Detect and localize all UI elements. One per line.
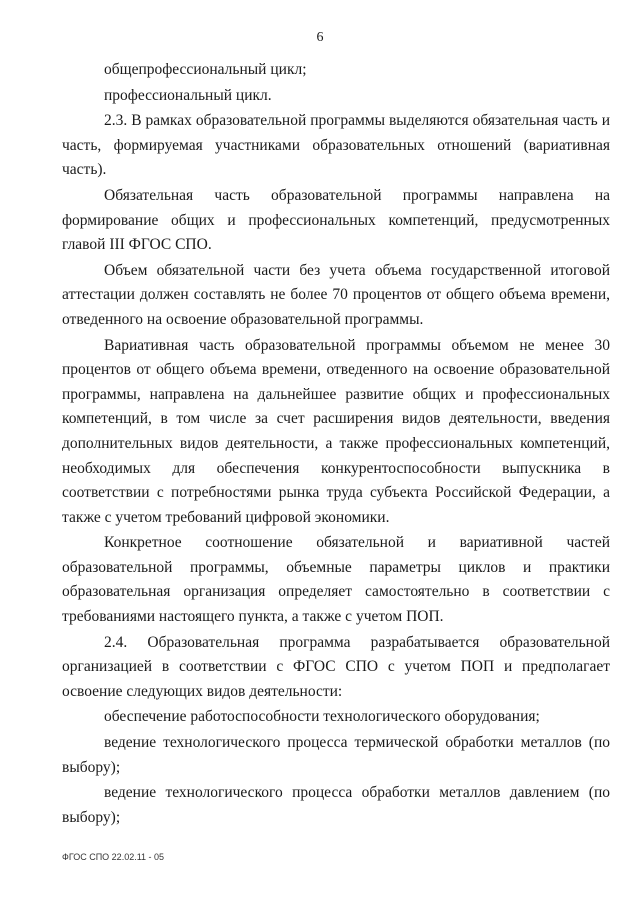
paragraph-mandatory-volume: Объем обязательной части без учета объема государственной итоговой аттестации должен составлять не более 70 процентов от общего объема времени, отведенного на освоение образовательной программы. [62,261,610,328]
paragraph-ratio: Конкретное соотношение обязательной и вариативной частей образовательной программы, объемные параметры циклов и практики образовательная организация определяет самостоятельно в соответствии с требованиями настоящего пункта, а также с учетом ПОП. [62,534,610,626]
paragraph-2-4: 2.4. Образовательная программа разрабатывается образовательной организацией в соответствии с ФГОС СПО с учетом ПОП и предполагает освоение следующих видов деятельности: [62,633,610,700]
paragraph-mandatory-part: Обязательная часть образовательной программы направлена на формирование общих и профессиональных компетенций, предусмотренных главой III ФГОС СПО. [62,186,610,254]
document-body [62,58,610,831]
paragraph-variable-part: Вариативная часть образовательной программы объемом не менее 30 процентов от общего объема времени, отведенного на освоение образовательной программы, направлена на дальнейшее развитие общих и профессиональных компетенций, в том числе за счет расширения видов деятельности, введения дополнительных видов деятельности, а также профессиональных компетенций, необходимых для обеспечения конкурентоспособности выпускника в соответствии с потребностями рынка труда субъекта Российской Федерации, а также с учетом требований цифровой экономики. [62,336,610,526]
document-footer: ФГОС СПО 22.02.11 - 05 [62,852,165,862]
paragraph-2-3: 2.3. В рамках образовательной программы выделяются обязательная часть и часть, формируемая участниками образовательных отношений (вариативная часть). [62,112,610,179]
page-number: 6 [316,30,324,45]
paragraph-general-cycle: общепрофессиональный цикл; [104,61,307,78]
activity-item-heat-treatment: ведение технологического процесса термической обработки металлов (по выбору); [62,734,610,776]
activity-item-equipment: обеспечение работоспособности технологического оборудования; [104,708,540,726]
activity-item-pressure-treatment: ведение технологического процесса обработки металлов давлением (по выбору); [62,784,610,826]
paragraph-professional-cycle: профессиональный цикл. [104,86,272,104]
